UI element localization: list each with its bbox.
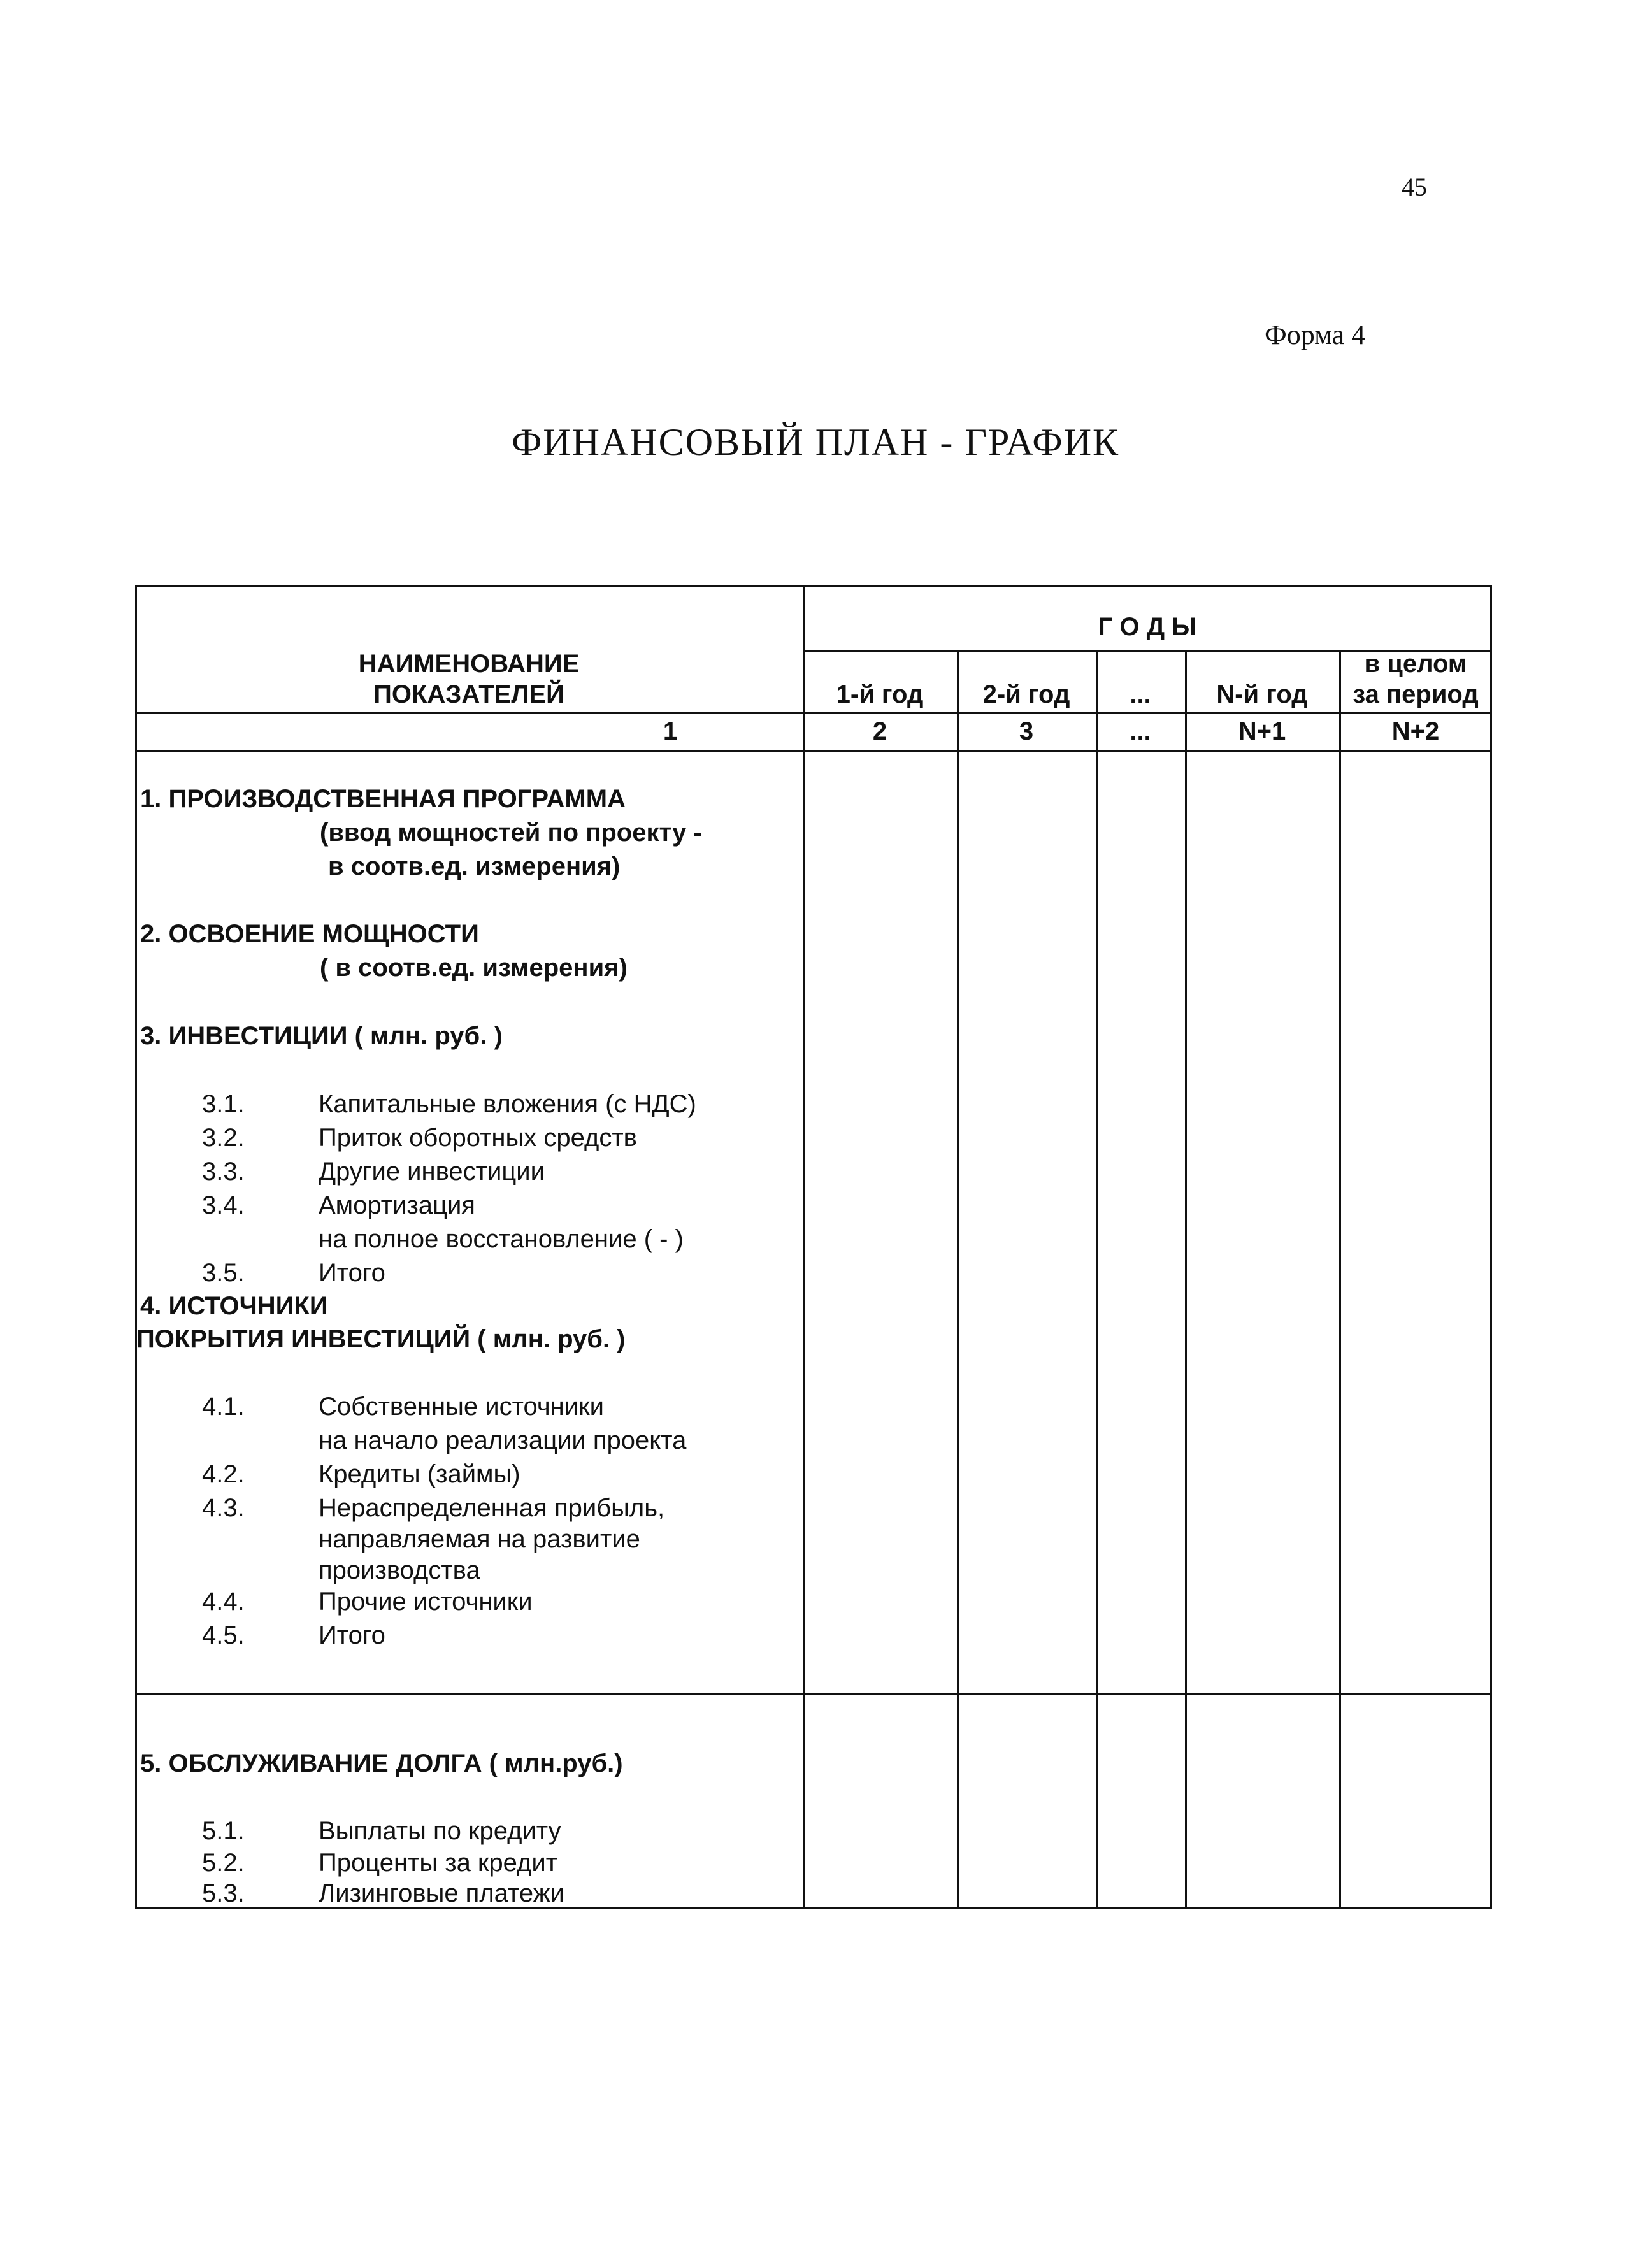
financial-plan-table bbox=[135, 585, 1492, 1911]
item-number: 4.1. bbox=[202, 1393, 245, 1421]
section-subtitle: (ввод мощностей по проекту - bbox=[320, 819, 702, 847]
item-number: 4.4. bbox=[202, 1588, 245, 1616]
item-number: 3.3. bbox=[202, 1158, 245, 1186]
section-title: 5. ОБСЛУЖИВАНИЕ ДОЛГА ( млн.руб.) bbox=[140, 1749, 623, 1777]
column-divider bbox=[957, 650, 959, 1909]
item-number: 4.3. bbox=[202, 1494, 245, 1522]
column-divider bbox=[1185, 650, 1187, 1909]
numbers-bottom-line bbox=[135, 750, 1492, 752]
page-number: 45 bbox=[1402, 173, 1427, 201]
section-title: ПОКРЫТИЯ ИНВЕСТИЦИЙ ( млн. руб. ) bbox=[136, 1325, 626, 1353]
col-number: 2 bbox=[872, 717, 887, 745]
form-label: Форма 4 bbox=[1265, 319, 1366, 350]
header-name-line2: ПОКАЗАТЕЛЕЙ bbox=[373, 680, 564, 708]
item-text: производства bbox=[319, 1556, 480, 1584]
item-text: Выплаты по кредиту bbox=[319, 1817, 561, 1845]
col-number: 3 bbox=[1019, 717, 1034, 745]
item-number: 5.3. bbox=[202, 1879, 245, 1907]
header-total-line1: в целом bbox=[1364, 650, 1467, 678]
header-year2: 2-й год bbox=[982, 680, 1070, 708]
item-text: Нераспределенная прибыль, bbox=[319, 1494, 665, 1522]
item-text: Амортизация bbox=[319, 1191, 475, 1219]
item-number: 3.4. bbox=[202, 1191, 245, 1219]
header-years: Г О Д Ы bbox=[1098, 613, 1197, 641]
item-text: Итого bbox=[319, 1621, 385, 1649]
item-number: 3.2. bbox=[202, 1124, 245, 1152]
table-right-border bbox=[1490, 585, 1492, 1909]
item-text: Кредиты (займы) bbox=[319, 1460, 520, 1488]
section-title: 2. ОСВОЕНИЕ МОЩНОСТИ bbox=[140, 920, 479, 948]
item-text: Приток оборотных средств bbox=[319, 1124, 637, 1152]
header-bottom-line bbox=[135, 712, 1492, 714]
col-number: ... bbox=[1130, 717, 1151, 745]
header-name-line1: НАИМЕНОВАНИЕ bbox=[358, 650, 580, 678]
section-subtitle: ( в соотв.ед. измерения) bbox=[320, 954, 628, 982]
item-number: 5.2. bbox=[202, 1849, 245, 1877]
table-left-border bbox=[135, 585, 137, 1909]
item-text: Лизинговые платежи bbox=[319, 1879, 564, 1907]
section5-divider-line bbox=[135, 1693, 1492, 1695]
header-total-line2: за период bbox=[1353, 680, 1479, 708]
item-text: Прочие источники bbox=[319, 1588, 533, 1616]
header-yearN: N-й год bbox=[1216, 680, 1308, 708]
header-year1: 1-й год bbox=[836, 680, 924, 708]
item-text: Другие инвестиции bbox=[319, 1158, 545, 1186]
column-divider bbox=[1096, 650, 1098, 1909]
item-text: Собственные источники bbox=[319, 1393, 604, 1421]
item-text: направляемая на развитие bbox=[319, 1525, 640, 1553]
item-number: 5.1. bbox=[202, 1817, 245, 1845]
item-number: 4.2. bbox=[202, 1460, 245, 1488]
item-text: Капитальные вложения (с НДС) bbox=[319, 1090, 696, 1118]
col-number: 1 bbox=[663, 717, 678, 745]
col-number: N+1 bbox=[1238, 717, 1286, 745]
item-text: на полное восстановление ( - ) bbox=[319, 1225, 684, 1253]
item-number: 4.5. bbox=[202, 1621, 245, 1649]
section-subtitle: в соотв.ед. измерения) bbox=[328, 852, 621, 880]
column-divider bbox=[803, 585, 805, 1909]
document-title: ФИНАНСОВЫЙ ПЛАН - ГРАФИК bbox=[511, 421, 1120, 463]
col-number: N+2 bbox=[1391, 717, 1440, 745]
section-title: 1. ПРОИЗВОДСТВЕННАЯ ПРОГРАММА bbox=[140, 785, 626, 813]
item-number: 3.5. bbox=[202, 1259, 245, 1287]
item-text: Проценты за кредит bbox=[319, 1849, 558, 1877]
item-text: Итого bbox=[319, 1259, 385, 1287]
section-title: 4. ИСТОЧНИКИ bbox=[140, 1292, 328, 1320]
item-text: на начало реализации проекта bbox=[319, 1426, 687, 1454]
column-divider bbox=[1339, 650, 1341, 1909]
header-dots: ... bbox=[1130, 680, 1151, 708]
section-title: 3. ИНВЕСТИЦИИ ( млн. руб. ) bbox=[140, 1022, 503, 1050]
table-top-border bbox=[135, 585, 1492, 587]
item-number: 3.1. bbox=[202, 1090, 245, 1118]
